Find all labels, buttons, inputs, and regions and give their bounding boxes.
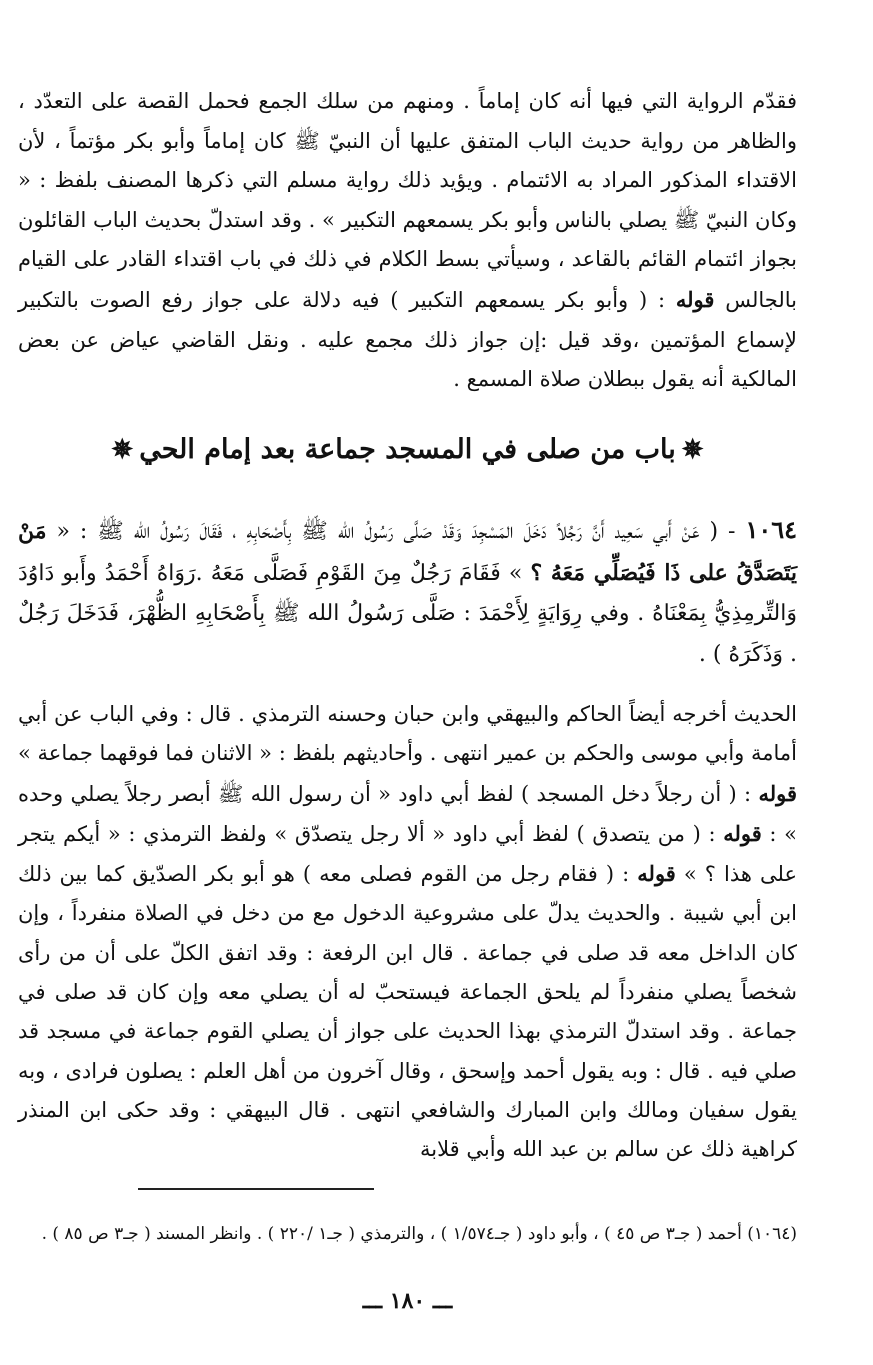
commentary-text: : ( من يتصدق ) لفظ أبي داود « ألا رجل يتصدّق » ولفظ الترمذي : « أيكم يتجر على هذا ؟ » bbox=[18, 821, 797, 887]
intro-text: فقدّم الرواية التي فيها أنه كان إماماً . ومنهم من سلك الجمع فحمل القصة على التعدّد ، والظاهر من رواية حديث الباب المتفق عليها أن النبيّ ﷺ كان إماماً وأبو بكر مؤتماً ، لأن الاقتداء المذكور المراد به الائتمام . ويؤيد ذلك رواية مسلم التي ذكرها المصنف بلفظ : « وكان النبيّ ﷺ يصلي بالناس وأبو بكر يسمعهم التكبير » . وقد استدلّ بحديث الباب القائلون بجواز ائتمام القائم بالقاعد ، وسيأتي بسط الكلام في ذلك في باب اقتداء القادر على القيام بالجالس bbox=[18, 89, 797, 312]
chapter-heading bbox=[18, 430, 797, 470]
commentary-text: الحديث أخرجه أيضاً الحاكم والبيهقي وابن حبان وحسنه الترمذي . قال : وفي الباب عن أبي أمامة وأبي موسى والحكم بن عمير انتهى . وأحاديثهم بلفظ : « الاثنان فما فوقهما جماعة » bbox=[18, 702, 797, 766]
chapter-title: باب من صلى في المسجد جماعة بعد إمام الحي bbox=[139, 434, 676, 465]
qawluh-label: قوله bbox=[675, 286, 715, 312]
commentary-text: : ( أن رجلاً دخل المسجد ) لفظ أبي داود « أن رسول الله ﷺ أبصر رجلاً يصلي وحده » : bbox=[18, 781, 797, 846]
footnote: (١٠٦٤) أحمد ( جـ٣ ص ٤٥ ) ، وأبو داود ( جـ١/٥٧٤ ) ، والترمذي ( جـ١ /٢٢٠ ) . وانظر المسند ( جـ٣ ص ٨٥ ) . bbox=[41, 1224, 797, 1244]
commentary-text: : ( فقام رجل من القوم فصلى معه ) هو أبو بكر الصدّيق كما بين ذلك ابن أبي شيبة . والحديث يدلّ على مشروعية الدخول مع من دخل في الصلاة منفرداً ، وإن كان الداخل معه قد صلى في جماعة . قال ابن الرفعة : وقد اتفق الكلّ على أن من رأى شخصاً يصلي منفرداً لم يلحق الجماعة فيستحبّ له أن يصلي معه وإن كان قد صلى في جماعة . وقد استدلّ الترمذي بهذا الحديث على جواز أن يصلي القوم جماعة في مسجد قد صلي فيه . قال : وبه يقول أحمد وإسحق ، وقال آخرون من أهل العلم : يصلون فرادى ، وبه يقول سفيان ومالك وابن المبارك والشافعي انتهى . قال البيهقي : وقد حكى ابن المنذر كراهية ذلك عن سالم بن عبد الله وأبي قلابة bbox=[18, 862, 797, 1162]
qawluh-label: قوله bbox=[758, 780, 797, 806]
star-icon: ✵ bbox=[111, 435, 134, 465]
hadith-paragraph bbox=[18, 510, 797, 675]
intro-paragraph bbox=[18, 82, 797, 400]
qawluh-label: قوله bbox=[723, 820, 762, 846]
intro-text-continued: : ( وأبو بكر يسمعهم التكبير ) فيه دلالة على جواز رفع الصوت بالتكبير لإسماع المؤتمين ،وقد قيل :إن جواز ذلك مجمع عليه . ونقل القاضي عياض عن بعض المالكية أنه يقول ببطلان صلاة المسمع . bbox=[18, 287, 797, 392]
page bbox=[18, 82, 797, 1365]
commentary-paragraph bbox=[18, 695, 797, 1170]
star-icon: ✵ bbox=[681, 435, 704, 465]
page-number: ـــ ١٨٠ ـــ bbox=[362, 1288, 453, 1314]
qawluh-label: قوله bbox=[637, 861, 676, 887]
footnote-divider bbox=[138, 1188, 374, 1190]
hadith-text: - ( عَنْ أَبي سَعِيد أَنَّ رَجُلاً دَخَلَ المَسْجِدَ وَقَدْ صَلَّى رَسُولُ الله ﷺ بِأَصْحَابِهِ ، فَقَالَ رَسُولُ الله ﷺ : « bbox=[56, 519, 736, 544]
hadith-text-continued: » فَقَامَ رَجُلٌ مِنَ القَوْمِ فَصَلَّى مَعَهُ .رَوَاهُ أَحْمَدُ وأَبو دَاوُدَ وَالتِّرمِذِيُّ بِمَعْنَاهُ . وفي رِوَايَةٍ لِأَحْمَدَ : صَلَّى رَسُولُ الله ﷺ بِأَصْحَابِهِ الظُّهْرَ، فَدَخَلَ رَجُلٌ . وَذَكَرَهُ ) . bbox=[18, 560, 797, 667]
hadith-number: ١٠٦٤ bbox=[745, 515, 797, 544]
hadith-bold-quote: مَنْ يَتَصَدَّقُ على ذَا فَيُصَلِّي مَعَهُ ؟ bbox=[18, 518, 797, 586]
